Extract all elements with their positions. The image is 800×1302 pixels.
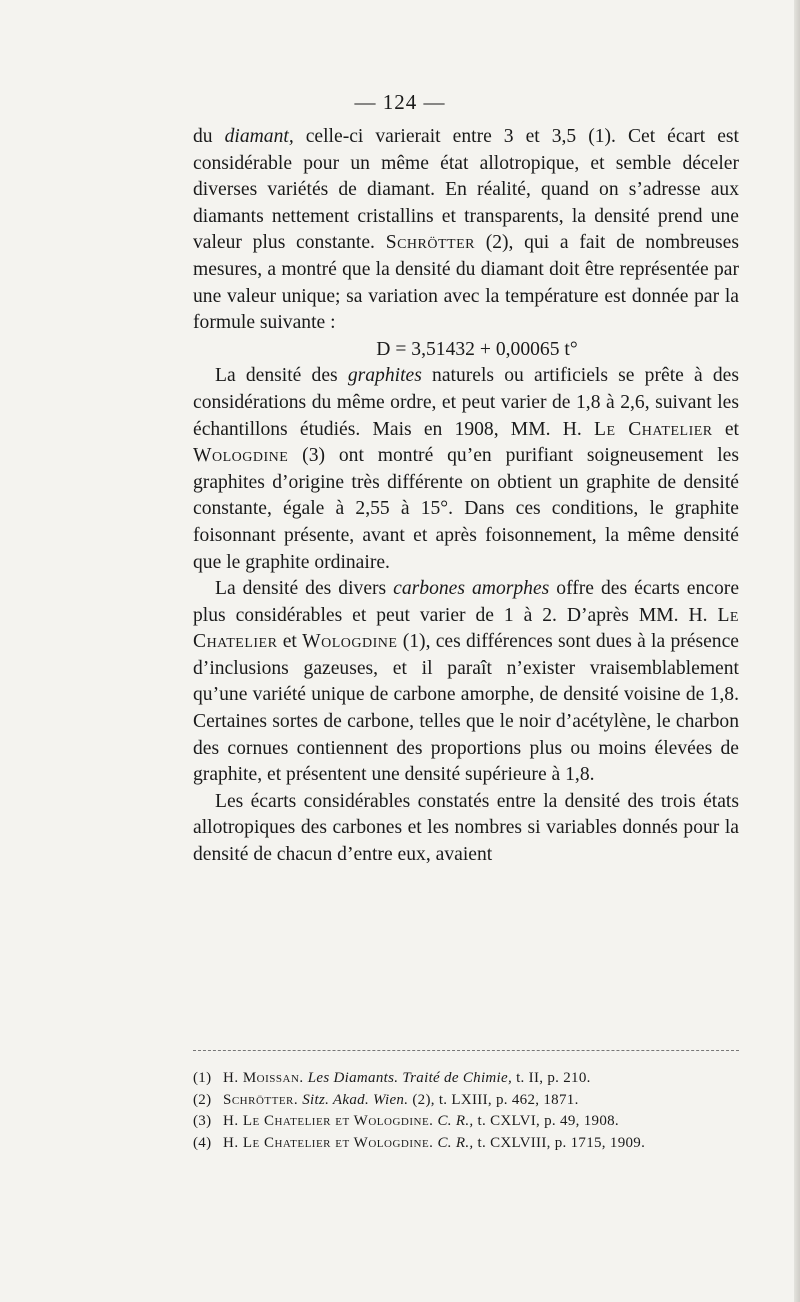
author-name: Wologdine — [302, 631, 398, 653]
footnote — [193, 1133, 753, 1155]
footnote-number: (4) — [193, 1134, 212, 1151]
text-run: (2), qui a fait de nombreuses mesures, a montré que la densité du diamant doit être représentée par une valeur unique; sa variation avec la température est donnée par la formule suivante : — [193, 232, 739, 334]
footnote-title: C. R., — [437, 1113, 474, 1129]
density-formula: D = 3,51432 + 0,00065 t° — [376, 338, 578, 360]
footnote-ref: t. CXLVIII, p. 1715, 1909. — [473, 1134, 646, 1151]
paragraph-ecarts: Les écarts considérables constatés entre la densité des trois états allotropiques des carbones et les nombres si variables donnés pour la densité de chacun d’entre eux, avaient — [193, 790, 739, 866]
page-edge — [794, 0, 800, 1302]
footnote-number: (1) — [193, 1070, 212, 1086]
italic-term-graphites: graphites — [347, 365, 422, 387]
text-run: et — [712, 418, 739, 440]
italic-term-diamant: diamant, — [224, 126, 294, 147]
footnote-ref: (2), t. LXIII, p. 462, 1871. — [408, 1091, 579, 1108]
footnote-author: H. Le Chatelier et Wologdine. — [223, 1134, 434, 1151]
body-text — [193, 124, 739, 869]
author-name: Wologdine — [193, 445, 289, 467]
author-name: Schrötter — [385, 232, 475, 254]
footnote-title: Sitz. Akad. Wien. — [302, 1091, 409, 1108]
footnote-number: (2) — [193, 1091, 212, 1108]
paragraph-diamant — [193, 124, 739, 337]
footnotes — [193, 1068, 753, 1154]
author-name: Le Chatelier — [193, 604, 739, 653]
footnote-author: Schrötter. — [223, 1091, 299, 1108]
text-run: (3) ont montré qu’en purifiant soigneusement les graphites d’origine très différente on obtient un graphite de densité constante, égale à 2,55 à 15°. Dans ces conditions, le graphite foisonnant présente, avant et après foisonnement, la même densité que le graphite ordinaire. — [193, 445, 739, 573]
paragraph-carbones-amorphes — [193, 576, 739, 789]
footnote-separator — [193, 1050, 739, 1051]
footnote-ref: t. CXLVI, p. 49, 1908. — [473, 1113, 619, 1129]
text-run: et — [277, 631, 303, 653]
text-run: La densité des — [215, 365, 348, 387]
paragraph-graphites — [193, 363, 739, 576]
footnote-title: Les Diamants. Traité de Chimie, — [307, 1070, 513, 1086]
text-run: naturels ou artificiels se prête à des considérations du même ordre, et peut varier de 1,8 à 2,6, suivant les échantillons étudiés. Mais en 1908, MM. H. — [193, 365, 740, 440]
text-run: celle-ci varierait entre 3 et 3,5 (1). Cet écart est considérable pour un même état allotropique, et semble déceler diverses variétés de diamant. En réalité, quand on s’adresse aux diamants nettement cristallins et transparents, la densité prend une valeur plus constante. — [193, 126, 739, 254]
footnote-author: H. Le Chatelier et Wologdine. — [223, 1113, 434, 1129]
text-run: La densité des divers — [215, 578, 394, 600]
footnote-number: (3) — [193, 1113, 212, 1129]
footnote — [193, 1111, 753, 1133]
text-run: du — [193, 126, 225, 147]
footnote-ref: t. II, p. 210. — [512, 1070, 591, 1086]
footnote — [193, 1090, 753, 1112]
footnote-title: C. R., — [437, 1134, 474, 1151]
author-name: Le Chatelier — [593, 418, 713, 440]
italic-term-carbones: carbones amorphes — [393, 578, 550, 600]
footnote — [193, 1068, 753, 1090]
text-run: (1), ces différences sont dues à la présence d’inclusions gazeuses, et il paraît n’exister vraisemblablement qu’une variété unique de carbone amorphe, de densité voisine de 1,8. Certaines sortes de carbone, telles que le noir d’acétylène, le charbon des cornues contiennent des proportions plus ou moins élevées de graphite, et présentent une densité supérieure à 1,8. — [193, 631, 739, 786]
page-number: — 124 — — [354, 90, 446, 114]
footnote-author: H. Moissan. — [223, 1070, 304, 1086]
text-run: offre des écarts encore plus considérables et peut varier de 1 à 2. D’après MM. H. — [193, 578, 740, 626]
